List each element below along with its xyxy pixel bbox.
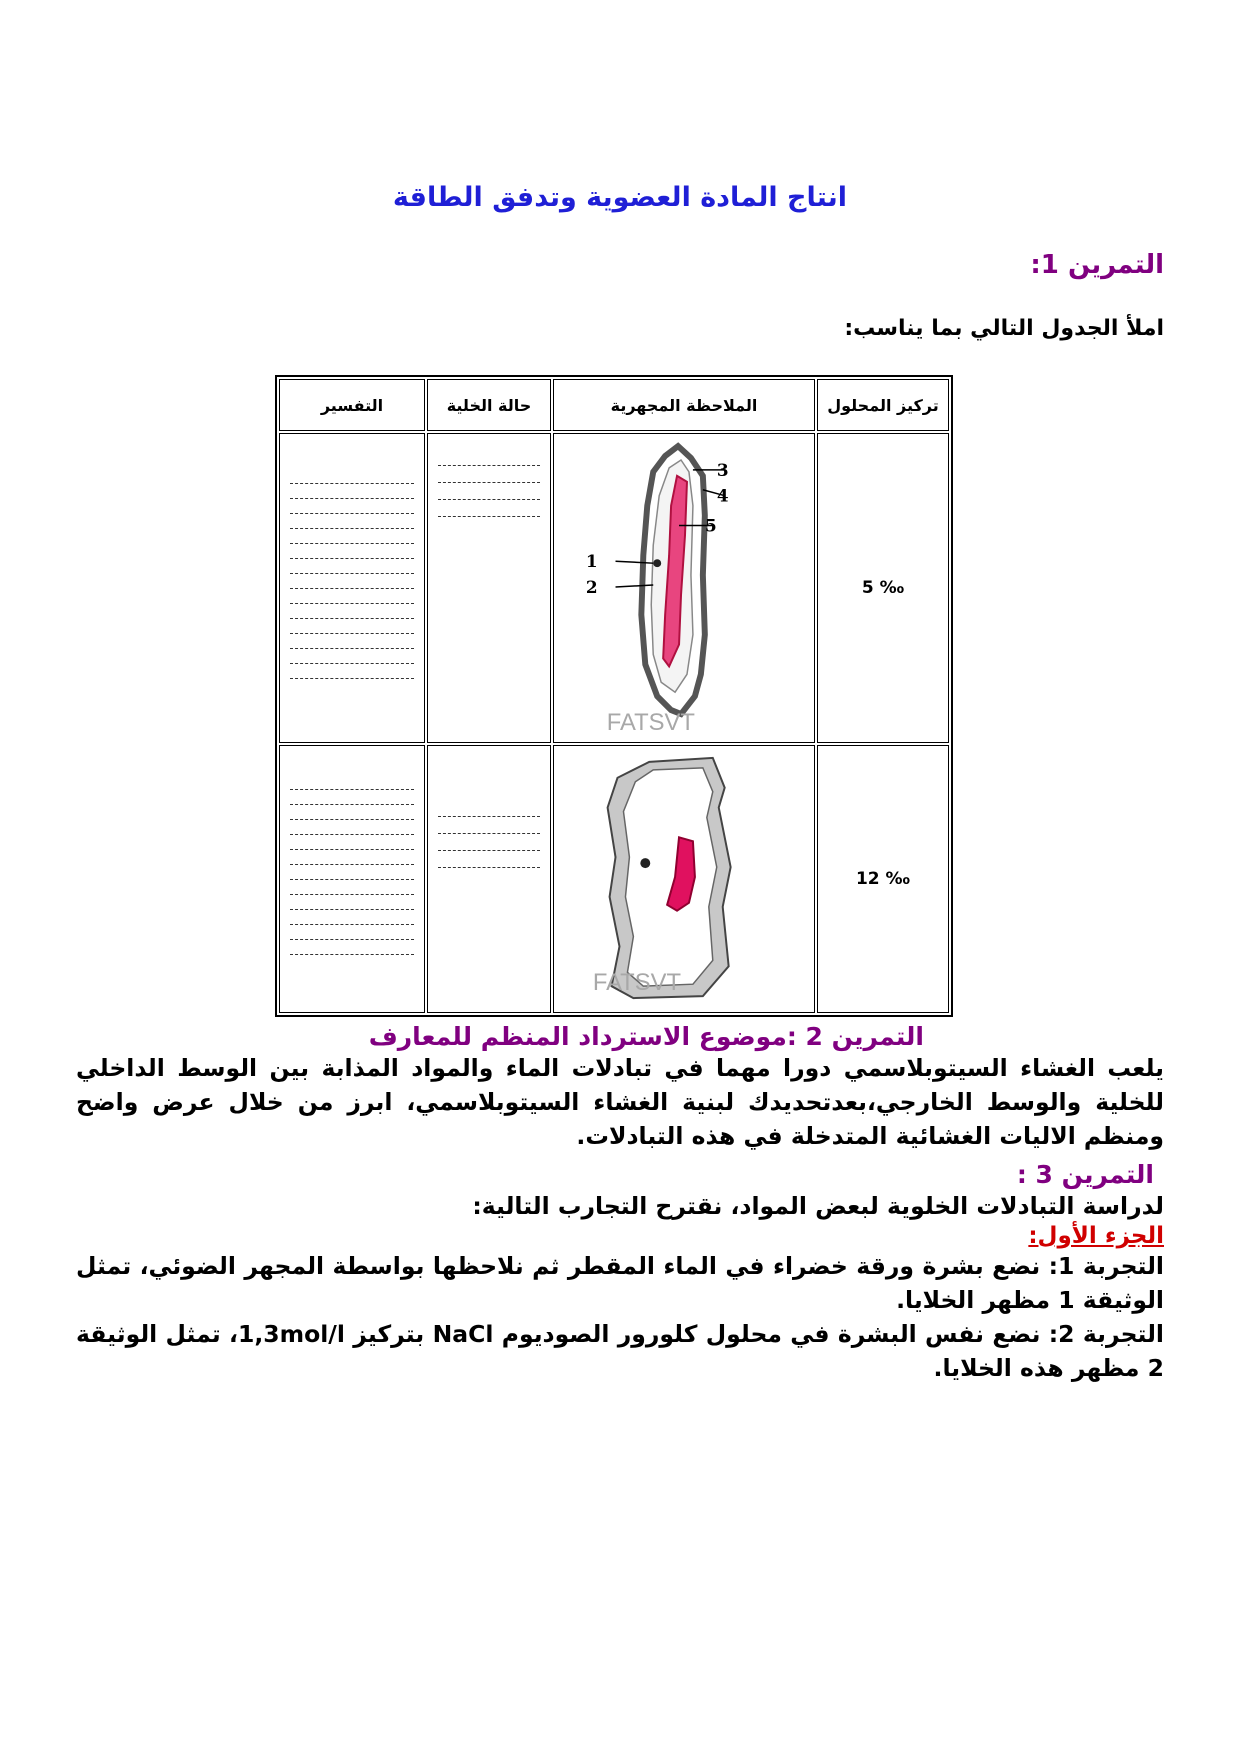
exercise2-section	[76, 1022, 1164, 1153]
label-3: 3	[716, 459, 729, 480]
experiment2-text: التجربة 2: نضع نفس البشرة في محلول كلورور الصوديوم NaCl بتركيز 1,3mol/l، تمثل الوثيقة 2 مظهر هذه الخلايا.	[76, 1320, 1164, 1382]
header-concentration: تركيز المحلول	[817, 379, 949, 431]
micro-observation-cell	[553, 745, 815, 1013]
nucleus	[653, 559, 661, 567]
page-title: انتاج المادة العضوية وتدفق الطاقة	[392, 182, 848, 213]
nucleus	[640, 858, 650, 868]
header-interpretation: التفسير	[279, 379, 425, 431]
exercise1-instruction: املأ الجدول التالي بما يناسب:	[844, 316, 1164, 341]
label-5: 5	[705, 515, 717, 536]
table-header-row	[279, 379, 949, 431]
plasmolysed-cell-drawing	[554, 746, 814, 1012]
interpretation-cell	[279, 745, 425, 1013]
concentration-cell	[817, 433, 949, 743]
exercise2-text: يلعب الغشاء السيتوبلاسمي دورا مهما في تبادلات الماء والمواد المذابة بين الوسط الداخلي للخلية والوسط الخارجي،بعدتحديدك لبنية الغشاء السيتوبلاسمي، ابرز من خلال عرض واضح ومنظم الاليات الغشائية المتدخلة في هذه التبادلات.	[76, 1054, 1164, 1150]
label-2: 2	[585, 576, 598, 597]
cytoplasm	[623, 768, 716, 986]
micro-observation-cell	[553, 433, 815, 743]
watermark: FATSVT	[606, 708, 695, 736]
answer-lines	[428, 756, 550, 1002]
turgid-cell-drawing	[554, 434, 814, 742]
table-row	[279, 745, 949, 1013]
header-cell-state: حالة الخلية	[427, 379, 551, 431]
concentration-value: 12 ‰	[855, 869, 911, 889]
label-4: 4	[716, 485, 729, 506]
exercise3-heading: التمرين 3 :	[1016, 1160, 1154, 1189]
cell-state-cell	[427, 745, 551, 1013]
label-1: 1	[585, 551, 598, 572]
answer-lines	[428, 435, 550, 741]
concentration-value: 5 ‰	[861, 578, 905, 598]
exercise1-heading: التمرين 1:	[1030, 250, 1164, 280]
observation-table-wrapper	[275, 375, 947, 1011]
watermark: FATSVT	[592, 969, 682, 997]
cell-state-cell	[427, 433, 551, 743]
interpretation-cell	[279, 433, 425, 743]
header-microscopic-observation: الملاحظة المجهرية	[553, 379, 815, 431]
answer-lines	[280, 783, 424, 975]
exercise3-section	[76, 1160, 1164, 1385]
concentration-cell	[817, 745, 949, 1013]
observation-table	[275, 375, 953, 1017]
exercise3-intro: لدراسة التبادلات الخلوية لبعض المواد، نقترح التجارب التالية:	[472, 1192, 1164, 1220]
answer-lines	[280, 477, 424, 699]
part-one-label: الجزء الأول:	[1028, 1223, 1164, 1249]
exercise2-heading: التمرين 2 :موضوع الاسترداد المنظم للمعارف	[368, 1022, 924, 1051]
experiment1-text: التجربة 1: نضع بشرة ورقة خضراء في الماء المقطر ثم نلاحظها بواسطة المجهر الضوئي، تمثل الوثيقة 1 مظهر الخلايا.	[76, 1252, 1164, 1314]
table-row	[279, 433, 949, 743]
